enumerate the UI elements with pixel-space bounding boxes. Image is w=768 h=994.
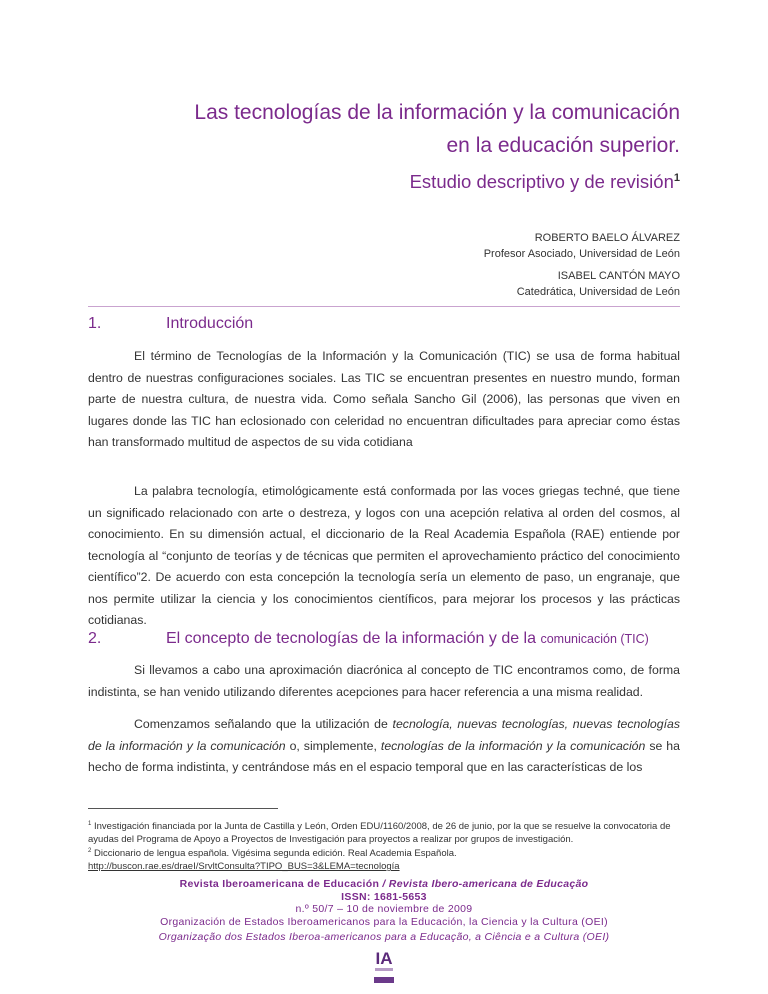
- issue: n.º 50/7 – 10 de noviembre de 2009: [295, 903, 473, 915]
- article-title: [194, 96, 680, 198]
- section-title: El concepto de tecnologías de la información y de la: [166, 630, 537, 647]
- title-line-2: en la educación superior.: [446, 134, 680, 157]
- text: Comenzamos señalando que la utilización de: [134, 717, 393, 731]
- divider: [88, 306, 680, 307]
- paragraph: [88, 714, 680, 779]
- author-name: ISABEL CANTÓN MAYO: [557, 270, 680, 282]
- footnote-text: Diccionario de lengua española. Vigésima segunda edición. Real Academia Española.: [93, 848, 457, 860]
- section-number: 2.: [88, 630, 102, 647]
- text: o, simplemente,: [285, 738, 381, 753]
- italic-text: tecnologías de la información y la comunicación: [380, 738, 646, 753]
- subtitle-text: Estudio descriptivo y de revisión: [409, 171, 674, 193]
- footnote-mark: 2: [88, 848, 92, 854]
- author-role: Catedrática, Universidad de León: [516, 286, 680, 298]
- journal-name: Revista Iberoamericana de Educación: [179, 878, 380, 890]
- title-line-1: Las tecnologías de la información y la comunicación: [194, 101, 680, 124]
- svg-text:IA: IA: [375, 949, 393, 968]
- author-role: Profesor Asociado, Universidad de León: [483, 248, 680, 260]
- journal-line: [0, 878, 768, 891]
- footnote: [88, 818, 680, 846]
- paragraph: Si llevamos a cabo una aproximación diacrónica al concepto de TIC encontramos como, de forma indistinta, se han venido utilizando diferentes acepciones para hacer referencia a una misma realidad.: [88, 663, 680, 699]
- footnote-text: Investigación financiada por la Junta de Castilla y León, Orden EDU/1160/2008, de 26 de junio, por la que se resuelve la convocatoria de ayudas del Programa de Apoyo a Proyectos de Investigación para proyectos a realizar por grupos de investigación.: [88, 821, 671, 846]
- author: [484, 268, 680, 300]
- footnote-divider: [88, 808, 278, 809]
- journal-name-pt: / Revista Ibero-americana de Educação: [382, 878, 589, 890]
- issn: ISSN: 1681-5653: [341, 890, 427, 903]
- author-name: ROBERTO BAELO ÁLVAREZ: [534, 232, 680, 244]
- organization-pt: Organização dos Estados Iberoa-americanos para a Educação, a Ciência e a Cultura (OEI): [158, 931, 610, 943]
- footnote-ref[interactable]: 1: [673, 172, 680, 184]
- author: [484, 230, 680, 262]
- section-title-small: comunicación (TIC): [540, 632, 649, 646]
- section-heading-2: [88, 630, 649, 648]
- footnote-mark: 1: [88, 821, 92, 827]
- section-title: Introducción: [166, 315, 254, 332]
- footnote: [88, 845, 680, 873]
- section-heading-1: [88, 315, 253, 333]
- italic-text: tecnología, nuevas tecnologías, nuevas tecnologías de la información y la comunicación: [88, 717, 681, 753]
- text: se ha hecho de forma indistinta, y centrándose más en el espacio temporal que en las características de los: [88, 738, 680, 774]
- article-subtitle: [194, 162, 680, 198]
- organization-es: Organización de Estados Iberoamericanos para la Educación, la Ciencia y la Cultura (OEI): [160, 915, 608, 928]
- journal-logo-icon: [372, 944, 396, 984]
- authors: [484, 230, 680, 306]
- paragraph: El término de Tecnologías de la Información y la Comunicación (TIC) se usa de forma habitual dentro de nuestras configuraciones sociales. Las TIC se encuentran presentes en nuestro mundo, forman parte de nuestra cultura, de nuestra vida. Como señala Sancho Gil (2006), las personas que viven en lugares donde las TIC han eclosionado con celeridad no encuentran dificultades para apreciar como éstas han transformado multitud de aspectos de su vida cotidiana: [88, 349, 680, 449]
- paragraph: La palabra tecnología, etimológicamente está conformada por las voces griegas techné, que tiene un significado relacionado con arte o destreza, y logos con una acepción relativa al orden del cosmos, al conocimiento. En su dimensión actual, el diccionario de la Real Academia Española (RAE) entiende por tecnología al “conjunto de teorías y de técnicas que permiten el aprovechamiento práctico del conocimiento científico”2. De acuerdo con esta concepción la tecnología sería un elemento de paso, un engranaje, que nos permite utilizar la ciencia y los conocimientos científicos, para mejorar los procesos y las prácticas cotidianas.: [88, 484, 680, 627]
- section-number: 1.: [88, 315, 102, 332]
- footnote-link[interactable]: http://buscon.rae.es/draeI/SrvltConsulta?TIPO_BUS=3&LEMA=tecnología: [88, 861, 400, 873]
- page-footer: [0, 878, 768, 944]
